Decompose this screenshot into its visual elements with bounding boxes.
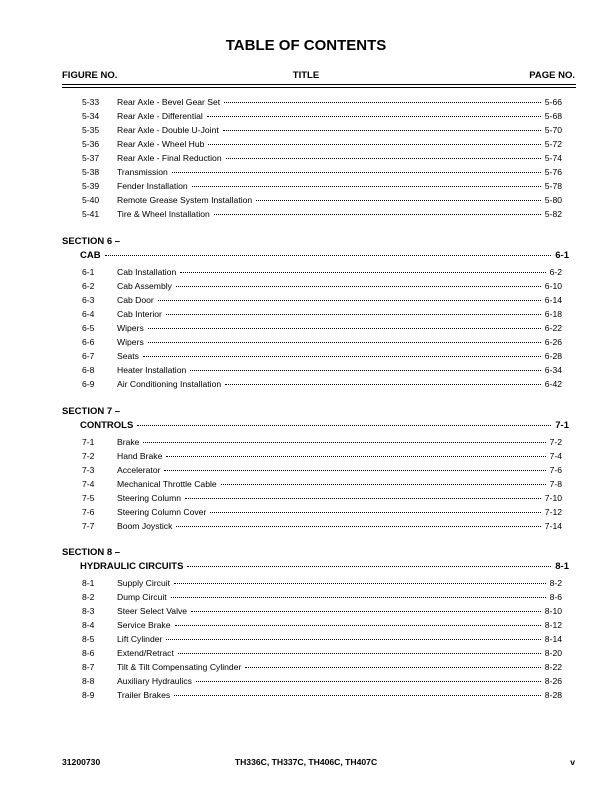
entry-title: Cab Assembly <box>117 281 172 291</box>
page-number: 6-42 <box>544 379 562 389</box>
entry-title: Steering Column Cover <box>117 507 207 517</box>
figure-number: 7-4 <box>82 479 95 489</box>
leader-dots <box>166 639 540 640</box>
intro-entries <box>0 95 612 221</box>
toc-entry[interactable] <box>0 660 612 674</box>
figure-number: 7-5 <box>82 493 95 503</box>
leader-dots <box>187 566 551 567</box>
page-number: 8-12 <box>544 620 562 630</box>
page-number: 6-18 <box>544 309 562 319</box>
entry-title: Remote Grease System Installation <box>117 195 253 205</box>
toc-entry[interactable] <box>0 519 612 533</box>
figure-number: 7-1 <box>82 437 95 447</box>
leader-dots <box>196 681 541 682</box>
entry-title: Supply Circuit <box>117 578 171 588</box>
entry-title: Boom Joystick <box>117 521 173 531</box>
figure-number: 8-8 <box>82 676 95 686</box>
section-title-entry[interactable] <box>0 249 612 265</box>
figure-number: 5-39 <box>82 181 100 191</box>
entry-title: Hand Brake <box>117 451 163 461</box>
section-heading <box>0 405 612 419</box>
entry-line <box>117 449 562 463</box>
footer-models: TH336C, TH337C, TH406C, TH407C <box>234 757 378 767</box>
entry-line <box>117 463 562 477</box>
figure-number: 6-5 <box>82 323 95 333</box>
page-number: 6-22 <box>544 323 562 333</box>
figure-number: 7-6 <box>82 507 95 517</box>
page-number: 7-8 <box>549 479 562 489</box>
entry-title: Accelerator <box>117 465 161 475</box>
entry-line <box>117 363 562 377</box>
section-title: CAB <box>80 250 101 261</box>
page-number: 5-76 <box>544 167 562 177</box>
leader-dots <box>208 144 540 145</box>
toc-entry[interactable] <box>0 463 612 477</box>
footer-page-number: v <box>570 757 575 767</box>
entry-line <box>117 321 562 335</box>
section-8 <box>0 546 612 702</box>
entry-title: Rear Axle - Final Reduction <box>117 153 222 163</box>
figure-number: 8-6 <box>82 648 95 658</box>
leader-dots <box>192 186 541 187</box>
toc-entry[interactable] <box>0 674 612 688</box>
figure-number: 8-9 <box>82 690 95 700</box>
page-number: 5-80 <box>544 195 562 205</box>
leader-dots <box>178 653 541 654</box>
leader-dots <box>223 130 541 131</box>
section-title-entry[interactable] <box>0 419 612 435</box>
entry-title: Cab Installation <box>117 267 177 277</box>
figure-number: 8-7 <box>82 662 95 672</box>
entry-line <box>117 279 562 293</box>
entry-line <box>117 293 562 307</box>
leader-dots <box>191 611 541 612</box>
entry-line <box>117 109 562 123</box>
leader-dots <box>256 200 541 201</box>
entry-line <box>117 207 562 221</box>
leader-dots <box>214 214 541 215</box>
entry-line <box>117 349 562 363</box>
figure-number: 5-33 <box>82 97 100 107</box>
toc-entry[interactable] <box>0 688 612 702</box>
entry-title: Wipers <box>117 337 144 347</box>
leader-dots <box>225 384 541 385</box>
figure-number: 7-7 <box>82 521 95 531</box>
figure-number: 7-2 <box>82 451 95 461</box>
page-number: 8-2 <box>549 578 562 588</box>
entry-title: Rear Axle - Wheel Hub <box>117 139 205 149</box>
toc-entry[interactable] <box>0 95 612 109</box>
toc-entry[interactable] <box>0 491 612 505</box>
entry-line <box>117 477 562 491</box>
entry-title: Rear Axle - Bevel Gear Set <box>117 97 221 107</box>
leader-dots <box>190 370 541 371</box>
entry-line <box>117 618 562 632</box>
toc-entry[interactable] <box>0 165 612 179</box>
entry-title: Trailer Brakes <box>117 690 171 700</box>
figure-number: 5-38 <box>82 167 100 177</box>
entry-line <box>117 604 562 618</box>
section-heading <box>0 235 612 249</box>
entry-title: Dump Circuit <box>117 592 167 602</box>
page-number: 6-10 <box>544 281 562 291</box>
figure-number: 8-1 <box>82 578 95 588</box>
entry-title: Wipers <box>117 323 144 333</box>
entry-title: Brake <box>117 437 140 447</box>
entry-title: Cab Door <box>117 295 154 305</box>
figure-number: 6-9 <box>82 379 95 389</box>
entry-title: Rear Axle - Double U-Joint <box>117 125 219 135</box>
entry-line <box>117 137 562 151</box>
leader-dots <box>148 328 541 329</box>
entry-line <box>80 249 569 263</box>
leader-dots <box>175 625 541 626</box>
figure-number: 5-40 <box>82 195 100 205</box>
entry-title: Tilt & Tilt Compensating Cylinder <box>117 662 242 672</box>
leader-dots <box>207 116 541 117</box>
entry-line <box>80 419 569 433</box>
toc-entry[interactable] <box>0 590 612 604</box>
toc-entry[interactable] <box>0 363 612 377</box>
page-number: 6-14 <box>544 295 562 305</box>
entry-line <box>117 435 562 449</box>
section-label: SECTION 6 – <box>62 236 121 247</box>
section-page: 6-1 <box>555 250 569 261</box>
entry-title: Extend/Retract <box>117 648 174 658</box>
figure-number: 8-5 <box>82 634 95 644</box>
toc-entry[interactable] <box>0 265 612 279</box>
page-number: 8-22 <box>544 662 562 672</box>
figure-number: 6-1 <box>82 267 95 277</box>
toc-entry[interactable] <box>0 321 612 335</box>
figure-number: 6-7 <box>82 351 95 361</box>
toc-entry[interactable] <box>0 151 612 165</box>
figure-number: 6-6 <box>82 337 95 347</box>
figure-number: 8-2 <box>82 592 95 602</box>
entry-title: Transmission <box>117 167 168 177</box>
page-title: TABLE OF CONTENTS <box>225 37 387 54</box>
leader-dots <box>166 456 545 457</box>
entry-line <box>117 151 562 165</box>
toc-entry[interactable] <box>0 435 612 449</box>
toc-entry[interactable] <box>0 109 612 123</box>
toc-entry[interactable] <box>0 618 612 632</box>
section-page: 8-1 <box>555 561 569 572</box>
section-label: SECTION 8 – <box>62 547 121 558</box>
leader-dots <box>174 695 541 696</box>
toc-entry[interactable] <box>0 279 612 293</box>
entry-line <box>117 179 562 193</box>
section-heading <box>0 546 612 560</box>
leader-dots <box>176 286 541 287</box>
figure-number: 5-36 <box>82 139 100 149</box>
page-number: 8-20 <box>544 648 562 658</box>
entry-line <box>117 660 562 674</box>
leader-dots <box>164 470 545 471</box>
entry-line <box>117 165 562 179</box>
entry-line <box>117 193 562 207</box>
page-number: 6-2 <box>549 267 562 277</box>
leader-dots <box>245 667 540 668</box>
entry-title: Air Conditioning Installation <box>117 379 222 389</box>
entry-line <box>117 674 562 688</box>
entry-title: Tire & Wheel Installation <box>117 209 210 219</box>
page-number: 8-10 <box>544 606 562 616</box>
section-title: HYDRAULIC CIRCUITS <box>80 561 184 572</box>
page-number: 5-74 <box>544 153 562 163</box>
header-double-rule <box>62 84 576 88</box>
page-number: 5-78 <box>544 181 562 191</box>
leader-dots <box>166 314 541 315</box>
page-number: 8-14 <box>544 634 562 644</box>
leader-dots <box>210 512 540 513</box>
leader-dots <box>148 342 541 343</box>
figure-number: 7-3 <box>82 465 95 475</box>
page-number: 7-10 <box>544 493 562 503</box>
figure-number: 8-3 <box>82 606 95 616</box>
toc-entry[interactable] <box>0 646 612 660</box>
toc-entry[interactable] <box>0 632 612 646</box>
entry-line <box>117 95 562 109</box>
entry-line <box>117 335 562 349</box>
toc-entry[interactable] <box>0 604 612 618</box>
toc-entry[interactable] <box>0 349 612 363</box>
toc-entry[interactable] <box>0 449 612 463</box>
section-page: 7-1 <box>555 420 569 431</box>
page-number: 5-70 <box>544 125 562 135</box>
entry-line <box>117 265 562 279</box>
section-7 <box>0 405 612 533</box>
toc-entry[interactable] <box>0 505 612 519</box>
toc-entry[interactable] <box>0 307 612 321</box>
leader-dots <box>174 583 546 584</box>
leader-dots <box>185 498 541 499</box>
page-number: 8-6 <box>549 592 562 602</box>
figure-number: 5-37 <box>82 153 100 163</box>
leader-dots <box>226 158 541 159</box>
entry-title: Fender Installation <box>117 181 188 191</box>
entry-line <box>117 688 562 702</box>
page-number: 7-14 <box>544 521 562 531</box>
page-number: 5-82 <box>544 209 562 219</box>
entry-line <box>117 377 562 391</box>
section-title: CONTROLS <box>80 420 134 431</box>
entry-title: Mechanical Throttle Cable <box>117 479 217 489</box>
page-number: 7-12 <box>544 507 562 517</box>
footer-doc-number: 31200730 <box>62 757 101 767</box>
leader-dots <box>137 425 551 426</box>
entry-title: Heater Installation <box>117 365 187 375</box>
figure-number: 5-41 <box>82 209 100 219</box>
col-title-header: TITLE <box>292 70 320 81</box>
page-number: 5-68 <box>544 111 562 121</box>
toc-entry[interactable] <box>0 293 612 307</box>
entry-title: Service Brake <box>117 620 171 630</box>
page-number: 8-26 <box>544 676 562 686</box>
leader-dots <box>143 442 545 443</box>
page-number: 6-28 <box>544 351 562 361</box>
leader-dots <box>180 272 545 273</box>
toc-entry[interactable] <box>0 477 612 491</box>
entry-line <box>80 560 569 574</box>
entry-line <box>117 307 562 321</box>
toc-entry[interactable] <box>0 576 612 590</box>
toc-entry[interactable] <box>0 207 612 221</box>
page-number: 8-28 <box>544 690 562 700</box>
entry-line <box>117 519 562 533</box>
page-number: 5-66 <box>544 97 562 107</box>
toc-entry[interactable] <box>0 123 612 137</box>
section-title-entry[interactable] <box>0 560 612 576</box>
entry-line <box>117 646 562 660</box>
leader-dots <box>143 356 541 357</box>
entry-line <box>117 491 562 505</box>
entry-title: Rear Axle - Differential <box>117 111 203 121</box>
section-6 <box>0 235 612 391</box>
entry-title: Seats <box>117 351 139 361</box>
page-number: 6-26 <box>544 337 562 347</box>
page-number: 5-72 <box>544 139 562 149</box>
leader-dots <box>171 597 546 598</box>
page-number: 7-4 <box>549 451 562 461</box>
entry-line <box>117 632 562 646</box>
leader-dots <box>176 526 540 527</box>
page-number: 7-2 <box>549 437 562 447</box>
page-number: 7-6 <box>549 465 562 475</box>
entry-line <box>117 576 562 590</box>
figure-number: 6-8 <box>82 365 95 375</box>
toc-entry[interactable] <box>0 137 612 151</box>
figure-number: 6-3 <box>82 295 95 305</box>
leader-dots <box>172 172 541 173</box>
col-figure-header: FIGURE NO. <box>62 70 118 81</box>
entry-title: Auxiliary Hydraulics <box>117 676 192 686</box>
entry-title: Lift Cylinder <box>117 634 163 644</box>
page-number: 6-34 <box>544 365 562 375</box>
leader-dots <box>158 300 541 301</box>
leader-dots <box>221 484 546 485</box>
figure-number: 5-35 <box>82 125 100 135</box>
entry-title: Steer Select Valve <box>117 606 188 616</box>
entry-line <box>117 123 562 137</box>
entry-title: Cab Interior <box>117 309 162 319</box>
figure-number: 6-4 <box>82 309 95 319</box>
entry-line <box>117 505 562 519</box>
toc-entry[interactable] <box>0 335 612 349</box>
figure-number: 6-2 <box>82 281 95 291</box>
toc-entry[interactable] <box>0 193 612 207</box>
figure-number: 5-34 <box>82 111 100 121</box>
col-page-header: PAGE NO. <box>529 70 575 81</box>
figure-number: 8-4 <box>82 620 95 630</box>
entry-line <box>117 590 562 604</box>
toc-entry[interactable] <box>0 377 612 391</box>
leader-dots <box>105 255 552 256</box>
leader-dots <box>224 102 541 103</box>
toc-entry[interactable] <box>0 179 612 193</box>
section-label: SECTION 7 – <box>62 406 121 417</box>
entry-title: Steering Column <box>117 493 182 503</box>
